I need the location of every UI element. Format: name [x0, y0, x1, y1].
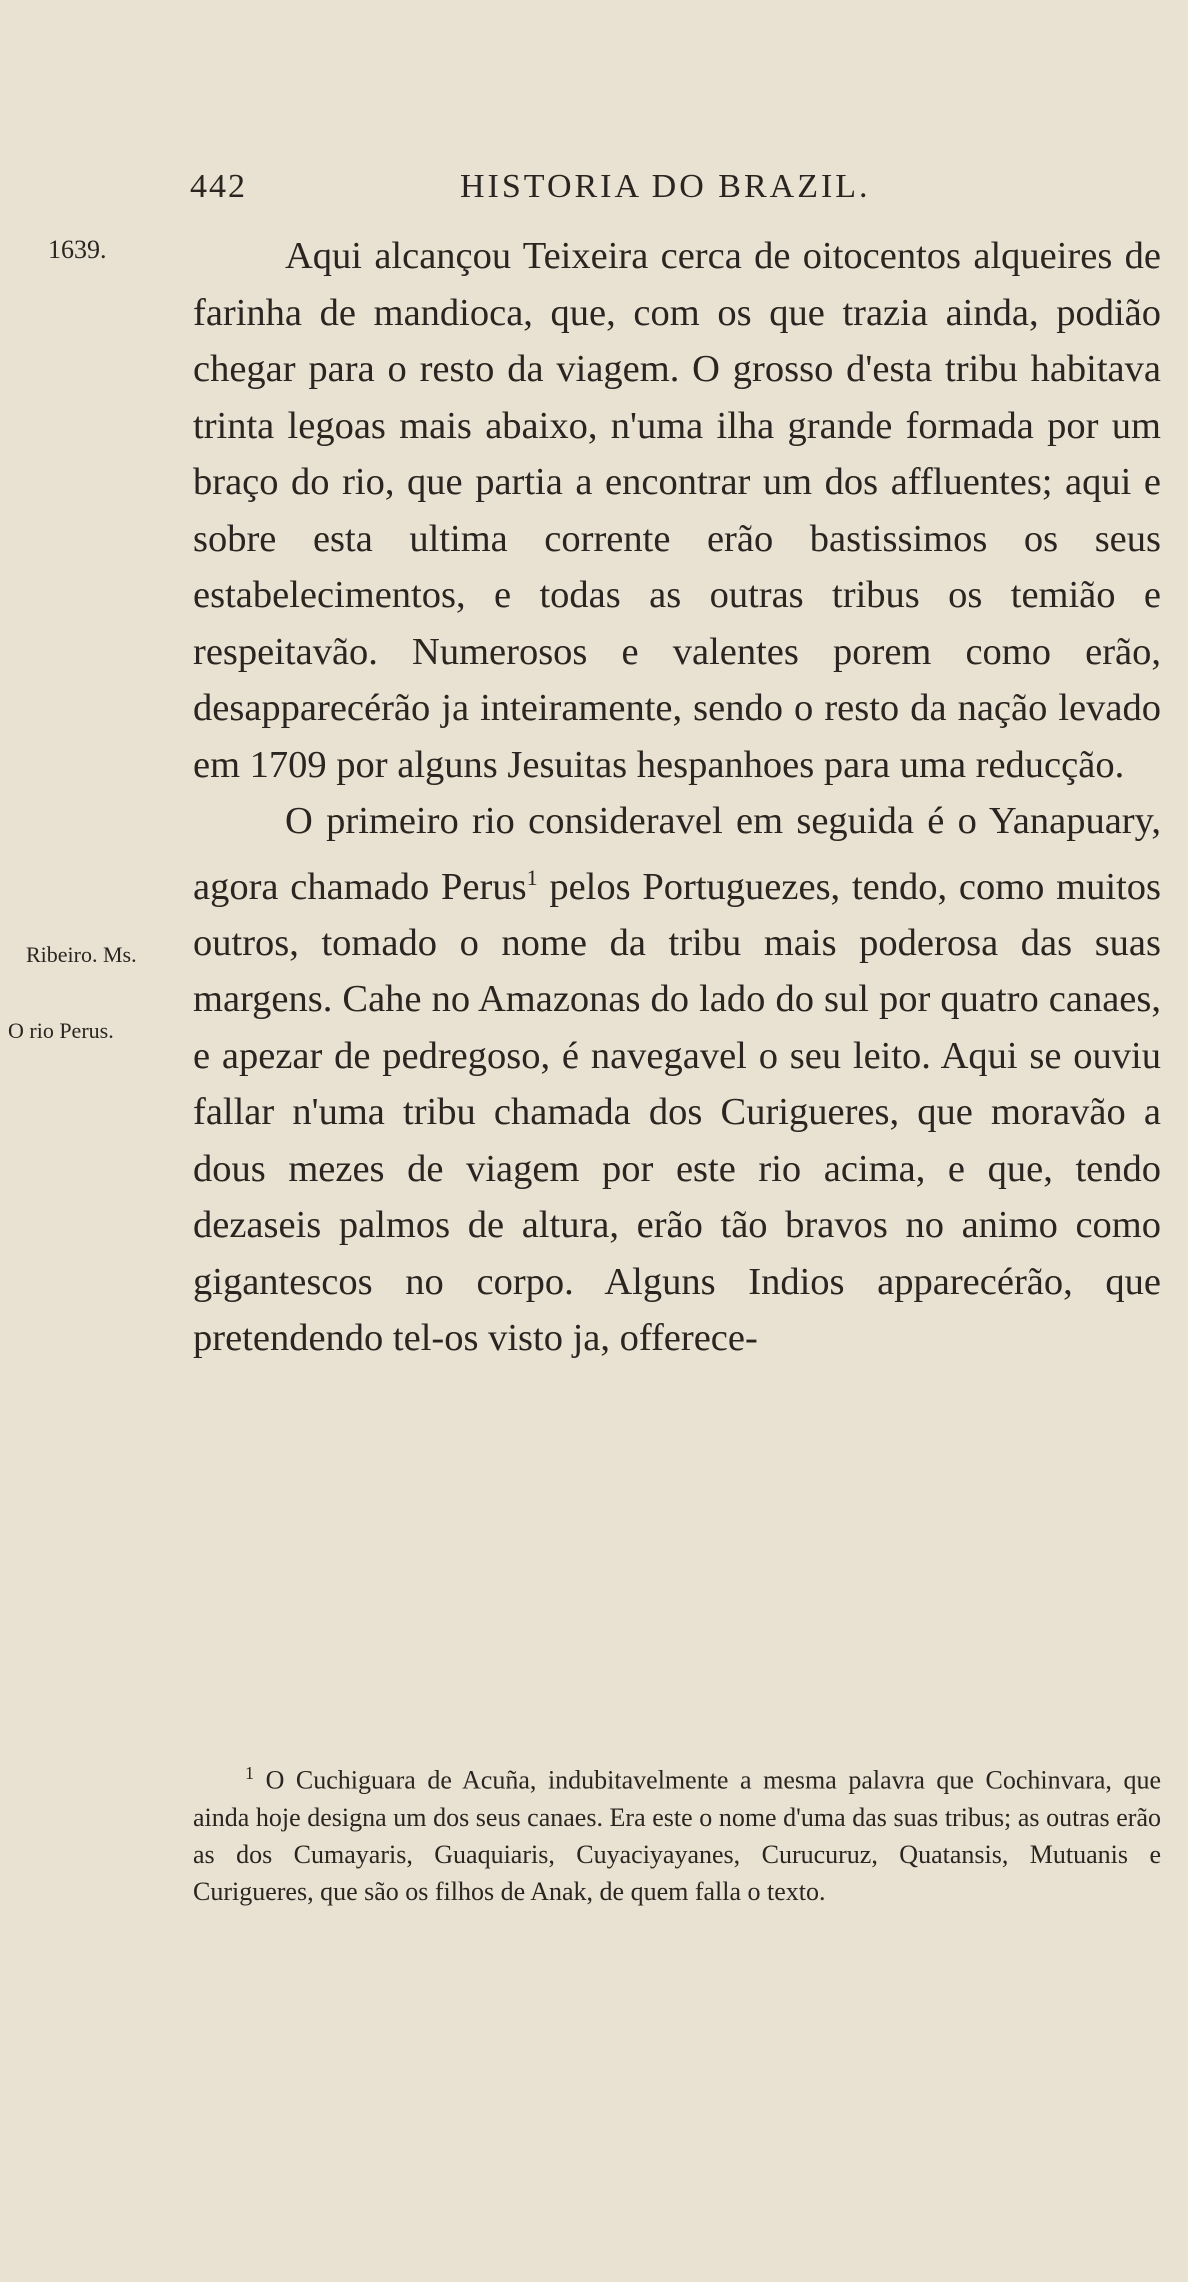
running-title: HISTORIA DO BRAZIL.	[460, 168, 871, 205]
paragraph-2-rest: pelos Portuguezes, tendo, como muitos outros, tomado o nome da tribu mais poderosa das suas margens. Cahe no Amazonas do lado do sul por quatro canaes, e apezar de pedregoso, é navegavel o seu leito. Aqui se ouviu fallar n'uma tribu chamada dos Curigueres, que moravão a dous mezes de viagem por este rio acima, e que, tendo dezaseis palmos de altura, erão tão bravos no animo como gigantescos no corpo. Alguns Indios apparecérão, que pretendendo tel-os visto ja, offerece-	[193, 865, 1161, 1360]
margin-year: 1639.	[48, 235, 107, 264]
body-text	[193, 228, 1161, 1367]
footnote-reference: 1	[526, 864, 538, 890]
margin-source-note: Ribeiro. Ms.	[26, 942, 137, 967]
margin-topic-note: O rio Perus.	[8, 1018, 114, 1043]
page-header	[190, 168, 950, 218]
paragraph-2-start: O primeiro rio consideravel em seguida é o Yanapuary, agora chamado Perus	[193, 800, 1161, 908]
page-number: 442	[190, 168, 247, 205]
footnote-mark: 1	[245, 1763, 254, 1783]
footnote-paragraph	[193, 1755, 1161, 1910]
footnote-text: O Cuchiguara de Acuña, indubitavelmente a mesma palavra que Cochinvara, que ainda hoje designa um dos seus canaes. Era este o nome d'uma das suas tribus; as outras erão as dos Cumayaris, Guaquiaris, Cuyaciyayanes, Curucuruz, Quatansis, Mutuanis e Curigueres, que são os filhos de Anak, de quem falla o texto.	[193, 1765, 1161, 1906]
paragraph-2	[193, 793, 1161, 1367]
paragraph-1: Aqui alcançou Teixeira cerca de oitocentos alqueires de farinha de mandioca, que, com os que trazia ainda, podião chegar para o resto da viagem. O grosso d'esta tribu habitava trinta legoas mais abaixo, n'uma ilha grande formada por um braço do rio, que partia a encontrar um dos affluentes; aqui e sobre esta ultima corrente erão bastissimos os seus estabelecimentos, e todas as outras tribus os temião e respeitavão. Numerosos e valentes porem como erão, desapparecérão ja inteiramente, sendo o resto da nação levado em 1709 por alguns Jesuitas hespanhoes para uma reducção.	[193, 235, 1161, 786]
footnote	[193, 1755, 1161, 1910]
